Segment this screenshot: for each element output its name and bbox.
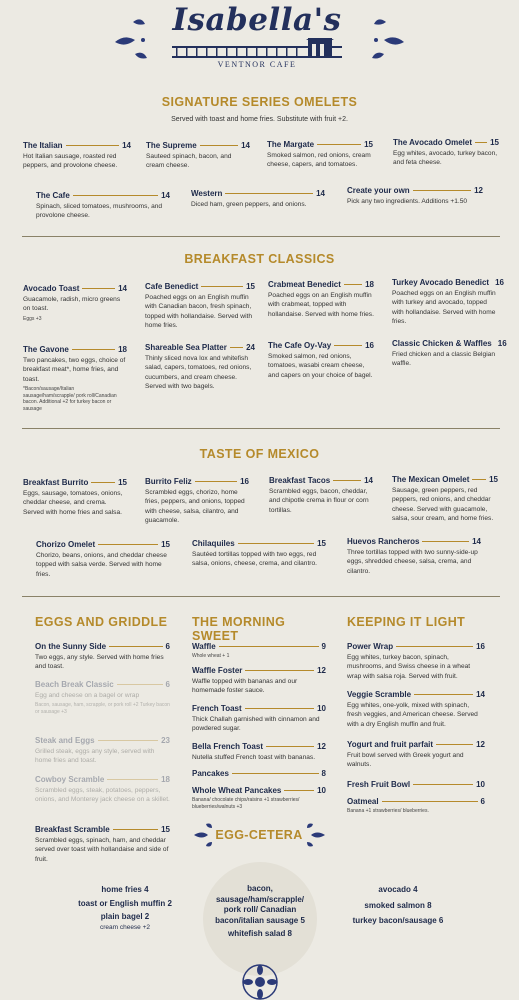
menu-item: The Cafe 14 Spinach, sliced tomatoes, mushrooms, and provolone cheese. xyxy=(36,191,170,220)
sides-right: avocado 4 smoked salmon 8 turkey bacon/sausage 6 xyxy=(352,885,444,925)
menu-item: Crabmeat Benedict 18 Poached eggs on an English muffin with crabmeat, topped with hollandaise. Served with home fries. xyxy=(268,280,374,318)
menu-item: On the Sunny Side 6 Two eggs, any style. Served with home fries and toast. xyxy=(35,642,170,671)
section-title-sweet: THE MORNING SWEET xyxy=(192,615,286,643)
menu-item: Turkey Avocado Benedict 16 Poached eggs on an English muffin with turkey and avocado, topped with hollandaise. Served with home fries. xyxy=(392,278,504,326)
cafe-logo xyxy=(172,2,342,74)
section-title-breakfast: BREAKFAST CLASSICS xyxy=(184,252,335,266)
menu-item: Steak and Eggs 23 Grilled steak, eggs any style, served with home fries and toast. xyxy=(35,736,170,765)
menu-item: Cafe Benedict 15 Poached eggs on an English muffin with Canadian bacon, fresh spinach, topped with hollandaise. Served with home fries. xyxy=(145,282,255,330)
section-title-signature: SIGNATURE SERIES OMELETS xyxy=(161,95,358,109)
menu-item: Create your own 12 Pick any two ingredients. Additions +1.50 xyxy=(347,186,483,205)
menu-item: Breakfast Burrito 15 Eggs, sausage, tomatoes, onions, cheddar cheese, and crema. Served with home fries and salsa. xyxy=(23,478,127,516)
logo-title: Isabella's xyxy=(172,2,342,38)
menu-item: Huevos Rancheros 14 Three tortillas topped with two sunny-side-up eggs, shredded cheese, salsa, crema, and cilantro. xyxy=(347,537,481,575)
medallion-icon xyxy=(240,962,280,1000)
section-subtitle-signature: Served with toast and home fries. Substitute with fruit +2. xyxy=(171,116,348,123)
left-flourish-icon xyxy=(105,14,155,64)
menu-item: Beach Break Classic 6 Egg and cheese on a bagel or wrap Bacon, sausage, ham, scrapple, or pork roll +2 Turkey bacon or sausage +3 xyxy=(35,680,170,715)
section-title-light: KEEPING IT LIGHT xyxy=(347,615,466,629)
logo-subtitle: VENTNOR CAFE xyxy=(217,60,297,69)
menu-item: Cowboy Scramble 18 Scrambled eggs, steak, potatoes, peppers, onions, and Monterey jack cheese on a skillet. xyxy=(35,775,170,804)
menu-item: Pancakes 8 xyxy=(192,769,326,778)
menu-item: The Cafe Oy-Vay 16 Smoked salmon, red onions, tomatoes, wasabi cream cheese, and capers on your choice of bagel. xyxy=(268,341,374,379)
menu-item: The Gavone 18 Two pancakes, two eggs, choice of breakfast meat*, home fries, and toast. *Bacon/sausage/Italian sausage/ham/scrapple/ pork roll/Canadian bacon. Additional +2 for turkey bacon or sausage xyxy=(23,345,127,412)
menu-item: Shareable Sea Platter 24 Thinly sliced nova lox and whitefish salad, capers, tomatoes, red onions, cucumbers, and cream cheese. Served with two bagels. xyxy=(145,343,255,391)
menu-item: Classic Chicken & Waffles 16 Fried chicken and a classic Belgian waffle. xyxy=(392,339,507,368)
menu-item: Fresh Fruit Bowl 10 xyxy=(347,780,485,789)
menu-item: Waffle 9 Whole wheat + 1 xyxy=(192,642,326,659)
right-flourish-icon xyxy=(364,14,414,64)
menu-item: Veggie Scramble 14 Egg whites, one-yolk, mixed with spinach, fresh veggies, and American cheese. Served with a dry English muffin and fruit. xyxy=(347,690,485,728)
divider xyxy=(22,236,500,237)
menu-item: The Avocado Omelet 15 Egg whites, avocado, turkey bacon, and feta cheese. xyxy=(393,138,499,167)
menu-item: Power Wrap 16 Egg whites, turkey bacon, spinach, mushrooms, and Swiss cheese in a wheat wrap with salsa roja. Served with fruit. xyxy=(347,642,485,680)
menu-item: Yogurt and fruit parfait 12 Fruit bowl served with Greek yogurt and walnuts. xyxy=(347,740,485,769)
divider xyxy=(22,428,500,429)
left-small-flourish-icon xyxy=(192,822,214,848)
menu-item: Bella French Toast 12 Nutella stuffed French toast with bananas. xyxy=(192,742,326,761)
menu-item: The Italian 14 Hot Italian sausage, roasted red peppers, and provolone cheese. xyxy=(23,141,131,170)
section-title-cetera: EGG-CETERA xyxy=(215,828,303,842)
menu-item: Chilaquiles 15 Sautéed tortillas topped with two eggs, red salsa, onions, cheese, crema, and cilantro. xyxy=(192,539,326,568)
sides-left: home fries 4 toast or English muffin 2 plain bagel 2 cream cheese +2 xyxy=(78,885,172,931)
menu-item: The Margate 15 Smoked salmon, red onions, cream cheese, capers, and tomatoes. xyxy=(267,140,373,169)
section-title-eggs: EGGS AND GRIDDLE xyxy=(35,615,168,629)
pier-icon xyxy=(172,38,342,60)
menu-item: Oatmeal 6 Banana +1 strawberries/ blueberries. xyxy=(347,797,485,814)
menu-item: The Supreme 14 Sauteed spinach, bacon, and cream cheese. xyxy=(146,141,250,170)
menu-item: Breakfast Scramble 15 Scrambled eggs, spinach, ham, and cheddar served over toast with hollandaise and side of fruit. xyxy=(35,825,170,863)
menu-item: Chorizo Omelet 15 Chorizo, beans, onions, and cheddar cheese topped with salsa verde. Served with home fries. xyxy=(36,540,170,578)
menu-item: Western 14 Diced ham, green peppers, and onions. xyxy=(191,189,325,208)
right-small-flourish-icon xyxy=(305,822,327,848)
menu-item: French Toast 10 Thick Challah garnished with cinnamon and powdered sugar. xyxy=(192,704,326,733)
section-title-mexico: TASTE OF MEXICO xyxy=(199,447,320,461)
menu-item: Burrito Feliz 16 Scrambled eggs, chorizo, home fries, peppers, and onions, topped with cheese, salsa, cilantro, and guacamole. xyxy=(145,477,249,525)
divider xyxy=(22,596,500,597)
menu-item: Whole Wheat Pancakes 10 Banana/ chocolate chips/raisins +1 strawberries/ blueberries/walnuts +3 xyxy=(192,786,326,810)
menu-item: The Mexican Omelet 15 Sausage, green peppers, red peppers, red onions, and cheddar cheese. Served with guacamole, salsa, sour cream, and home fries. xyxy=(392,475,498,523)
menu-item: Waffle Foster 12 Waffle topped with bananas and our homemade foster sauce. xyxy=(192,666,326,695)
sides-center: bacon, sausage/ham/scrapple/ pork roll/ Canadian bacon/italian sausage 5 whitefish salad 8 xyxy=(215,884,305,938)
menu-item: Avocado Toast 14 Guacamole, radish, micro greens on toast. Eggs +3 xyxy=(23,284,127,322)
menu-item: Breakfast Tacos 14 Scrambled eggs, bacon, cheddar, and chipotle crema in flour or corn tortillas. xyxy=(269,476,373,514)
